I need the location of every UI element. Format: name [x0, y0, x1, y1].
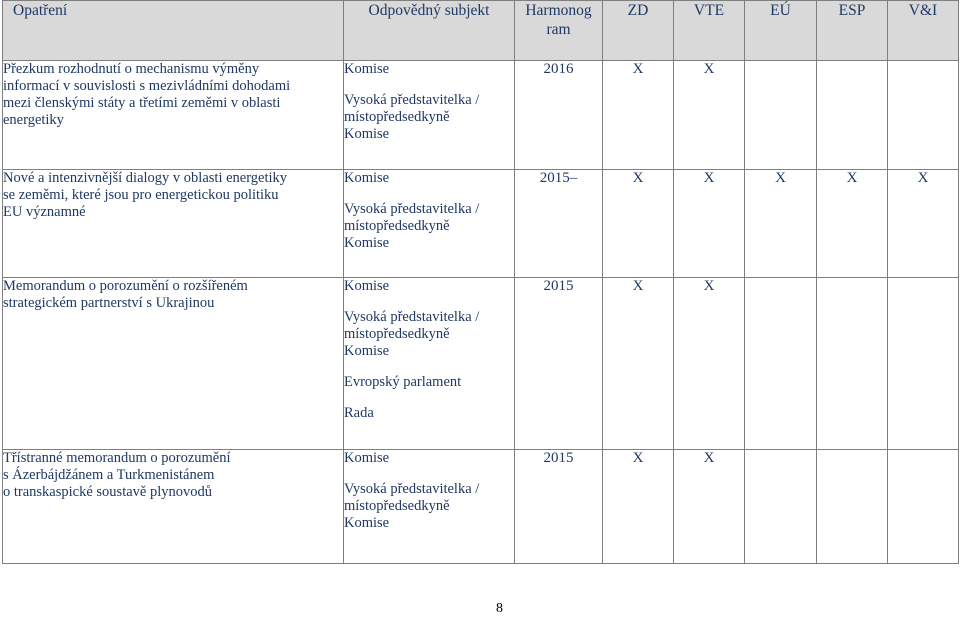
subject-cell — [344, 450, 515, 564]
subject-cell — [344, 61, 515, 170]
vte-cell: X — [674, 278, 745, 450]
header-schedule — [515, 1, 603, 61]
measure-cell — [3, 61, 344, 170]
subject-line: Rada — [344, 405, 374, 421]
measure-cell — [3, 278, 344, 450]
subject-cell — [344, 278, 515, 450]
header-vte: VTE — [674, 1, 745, 61]
table-row — [3, 450, 959, 564]
page-number: 8 — [496, 601, 503, 616]
measure-line: informací v souvislosti s mezivládními dohodami — [3, 78, 291, 94]
subject-entry — [344, 278, 514, 295]
measure-line: Nové a intenzivnější dialogy v oblasti energetiky — [3, 170, 288, 186]
vi-cell — [888, 278, 959, 450]
eu-cell — [745, 278, 817, 450]
subject-entry — [344, 309, 514, 360]
measure-line: energetiky — [3, 112, 64, 128]
vi-cell — [888, 61, 959, 170]
subject-line: Komise — [344, 515, 390, 531]
measure-line: s Ázerbájdžánem a Turkmenistánem — [3, 467, 215, 483]
schedule-cell: 2016 — [515, 61, 603, 170]
measure-line: Třístranné memorandum o porozumění — [3, 450, 231, 466]
subject-line: místopředsedkyně — [344, 326, 450, 342]
subject-entry — [344, 481, 514, 532]
subject-line: Komise — [344, 278, 390, 294]
esp-cell — [817, 61, 888, 170]
subject-line: Komise — [344, 343, 390, 359]
measure-line: Přezkum rozhodnutí o mechanismu výměny — [3, 61, 260, 77]
eu-cell — [745, 61, 817, 170]
zd-cell: X — [603, 170, 674, 278]
table-row — [3, 170, 959, 278]
table-row — [3, 278, 959, 450]
measure-line: EU významné — [3, 204, 86, 220]
subject-line: Komise — [344, 235, 390, 251]
measures-table — [2, 0, 959, 564]
subject-line: místopředsedkyně — [344, 498, 450, 514]
header-eu: EÚ — [745, 1, 817, 61]
schedule-cell: 2015 — [515, 450, 603, 564]
vte-cell: X — [674, 170, 745, 278]
header-measure: Opatření — [3, 1, 344, 61]
subject-line: Vysoká představitelka / — [344, 309, 480, 325]
header-zd: ZD — [603, 1, 674, 61]
vte-cell: X — [674, 450, 745, 564]
measure-line: strategickém partnerství s Ukrajinou — [3, 295, 215, 311]
vi-cell: X — [888, 170, 959, 278]
measure-line: se zeměmi, které jsou pro energetickou politiku — [3, 187, 279, 203]
subject-entry — [344, 92, 514, 143]
schedule-cell: 2015 — [515, 278, 603, 450]
esp-cell: X — [817, 170, 888, 278]
schedule-cell: 2015– — [515, 170, 603, 278]
subject-line: Vysoká představitelka / — [344, 92, 480, 108]
table-row — [3, 61, 959, 170]
vi-cell — [888, 450, 959, 564]
header-esp: ESP — [817, 1, 888, 61]
subject-line: Komise — [344, 170, 390, 186]
header-vi: V&I — [888, 1, 959, 61]
subject-entry — [344, 61, 514, 78]
vte-cell: X — [674, 61, 745, 170]
measure-cell — [3, 170, 344, 278]
subject-entry — [344, 450, 514, 467]
header-subject: Odpovědný subjekt — [344, 1, 515, 61]
header-schedule-line: ram — [546, 21, 571, 38]
eu-cell — [745, 450, 817, 564]
subject-line: Evropský parlament — [344, 374, 462, 390]
measure-line: o transkaspické soustavě plynovodů — [3, 484, 213, 500]
subject-line: Komise — [344, 61, 390, 77]
subject-line: místopředsedkyně — [344, 218, 450, 234]
subject-cell — [344, 170, 515, 278]
subject-entry — [344, 201, 514, 252]
subject-entry — [344, 170, 514, 187]
subject-entry — [344, 405, 514, 422]
table-body — [3, 61, 959, 564]
measure-line: mezi členskými státy a třetími zeměmi v oblasti — [3, 95, 281, 111]
header-schedule-line: Harmonog — [525, 2, 592, 19]
subject-line: místopředsedkyně — [344, 109, 450, 125]
measure-cell — [3, 450, 344, 564]
subject-line: Komise — [344, 126, 390, 142]
subject-line: Vysoká představitelka / — [344, 481, 480, 497]
measure-line: Memorandum o porozumění o rozšířeném — [3, 278, 248, 294]
zd-cell: X — [603, 450, 674, 564]
subject-line: Komise — [344, 450, 390, 466]
header-row — [3, 1, 959, 61]
esp-cell — [817, 450, 888, 564]
esp-cell — [817, 278, 888, 450]
eu-cell: X — [745, 170, 817, 278]
zd-cell: X — [603, 278, 674, 450]
subject-line: Vysoká představitelka / — [344, 201, 480, 217]
subject-entry — [344, 374, 514, 391]
zd-cell: X — [603, 61, 674, 170]
